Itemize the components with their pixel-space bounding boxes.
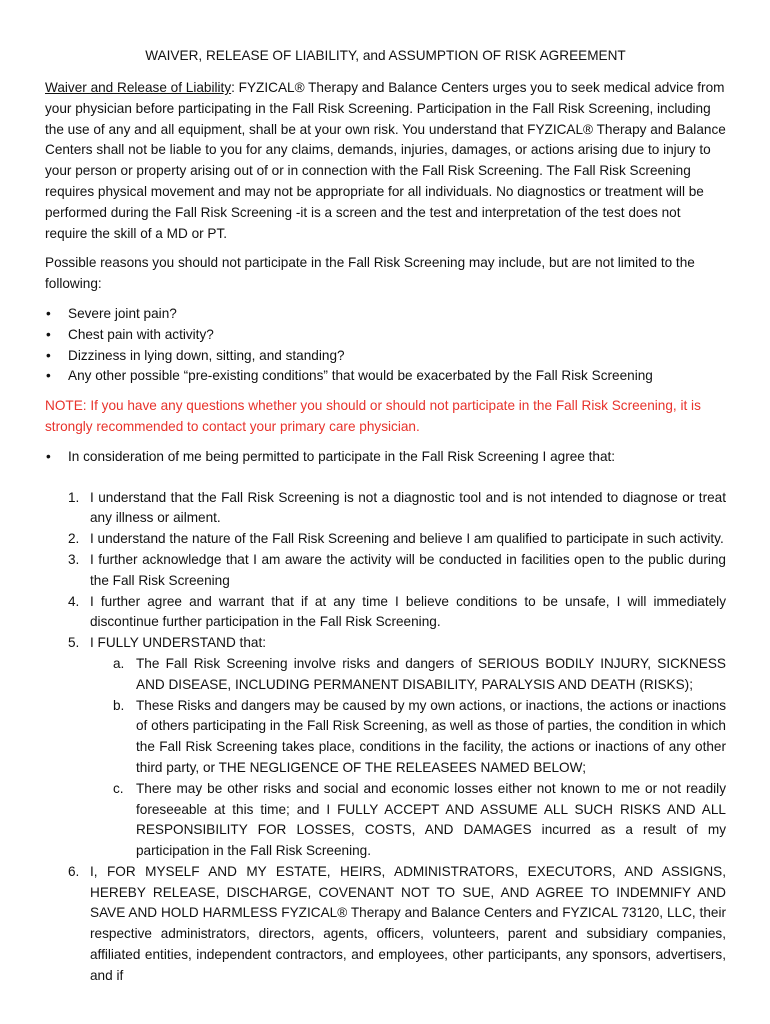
consideration-item: • In consideration of me being permitted to participate in the Fall Risk Screening I agree that:: [45, 447, 726, 468]
agreement-item: [45, 592, 726, 634]
subitem-text: There may be other risks and social and economic losses either not known to me or not readily foreseeable at this time; and I FULLY ACCEPT AND ASSUME ALL SUCH RISKS AND ALL RESPONSIBILITY FOR LOSSES, COSTS, AND DAMAGES incurred as a result of my participation in the Fall Risk Screening.: [136, 780, 726, 859]
risk-subitem: [90, 654, 726, 696]
item-text: I FULLY UNDERSTAND that:: [90, 635, 267, 651]
item-text: I further agree and warrant that if at any time I believe conditions to be unsafe, I will immediately discontinue further participation in the Fall Risk Screening.: [90, 593, 726, 630]
reason-item: • Chest pain with activity?: [45, 325, 726, 346]
agreement-list: [45, 488, 726, 987]
waiver-paragraph: [45, 78, 726, 244]
risk-subitem: [90, 779, 726, 862]
subitem-text: These Risks and dangers may be caused by my own actions, or inactions, the actions or inactions of others participating in the Fall Risk Screening, as well as those of parties, the condition in which the Fall Risk Screening takes place, conditions in the facility, the actions or inactions of any other third party, or THE NEGLIGENCE OF THE RELEASEES NAMED BELOW;: [136, 697, 726, 775]
item-number: 4.: [68, 593, 80, 609]
agreement-item: [45, 488, 726, 530]
waiver-body: : FYZICAL® Therapy and Balance Centers urges you to seek medical advice from your physician before participating in the Fall Risk Screening. Participation in the Fall Risk Screening, including the use of any and all equipment, shall be at your own risk. You understand that FYZICAL® Therapy and Balance Centers shall not be liable to you for any claims, demands, injuries, damages, or actions arising due to injury to your person or property arising out of or in connection with the Fall Risk Screening. The Fall Risk Screening requires physical movement and may not be appropriate for all individuals. No diagnostics or treatment will be performed during the Fall Risk Screening -it is a screen and the test and interpretation of the test does not require the skill of a MD or PT.: [45, 80, 726, 241]
item-number: 6.: [68, 863, 80, 879]
waiver-heading: Waiver and Release of Liability: [45, 80, 232, 95]
risk-sublist: [90, 654, 726, 862]
subitem-letter: a.: [113, 655, 125, 671]
reason-item: • Severe joint pain?: [45, 304, 726, 325]
consideration-list: [45, 447, 726, 468]
item-number: 5.: [68, 635, 80, 651]
item-number: 3.: [68, 551, 80, 567]
agreement-item: [45, 529, 726, 550]
subitem-letter: b.: [113, 697, 125, 713]
document-title: WAIVER, RELEASE OF LIABILITY, and ASSUMPTION OF RISK AGREEMENT: [145, 48, 626, 63]
item-text: I understand the nature of the Fall Risk Screening and believe I am qualified to participate in such activity.: [90, 531, 724, 547]
subitem-text: The Fall Risk Screening involve risks and dangers of SERIOUS BODILY INJURY, SICKNESS AND DISEASE, INCLUDING PERMANENT DISABILITY, PARALYSIS AND DEATH (RISKS);: [136, 655, 726, 692]
risk-subitem: [90, 696, 726, 779]
agreement-item: [45, 633, 726, 862]
reason-item: • Any other possible “pre-existing conditions” that would be exacerbated by the Fall Risk Screening: [45, 366, 726, 387]
reasons-list: [45, 304, 726, 387]
note-warning: NOTE: If you have any questions whether you should or should not participate in the Fall Risk Screening, it is strongly recommended to contact your primary care physician.: [45, 398, 701, 434]
reason-item: • Dizziness in lying down, sitting, and standing?: [45, 346, 726, 367]
subitem-letter: c.: [113, 780, 124, 796]
item-number: 2.: [68, 531, 80, 547]
item-text: I further acknowledge that I am aware the activity will be conducted in facilities open to the public during the Fall Risk Screening: [90, 551, 726, 588]
agreement-item: [45, 550, 726, 592]
item-number: 1.: [68, 489, 80, 505]
item-text: I understand that the Fall Risk Screening is not a diagnostic tool and is not intended to diagnose or treat any illness or ailment.: [90, 489, 726, 526]
reasons-intro: Possible reasons you should not participate in the Fall Risk Screening may include, but are not limited to the following:: [45, 255, 695, 292]
agreement-item: [45, 862, 726, 987]
item-text: I, FOR MYSELF AND MY ESTATE, HEIRS, ADMINISTRATORS, EXECUTORS, AND ASSIGNS, HEREBY RELEASE, DISCHARGE, COVENANT NOT TO SUE, AND AGREE TO INDEMNIFY AND SAVE AND HOLD HARMLESS FYZICAL® Therapy and Balance Centers and FYZICAL 73120, LLC, their respective administrators, directors, agents, officers, volunteers, parent and subsidiary companies, affiliated entities, independent contractors, and employees, other participants, any sponsors, advertisers, and if: [90, 863, 726, 983]
